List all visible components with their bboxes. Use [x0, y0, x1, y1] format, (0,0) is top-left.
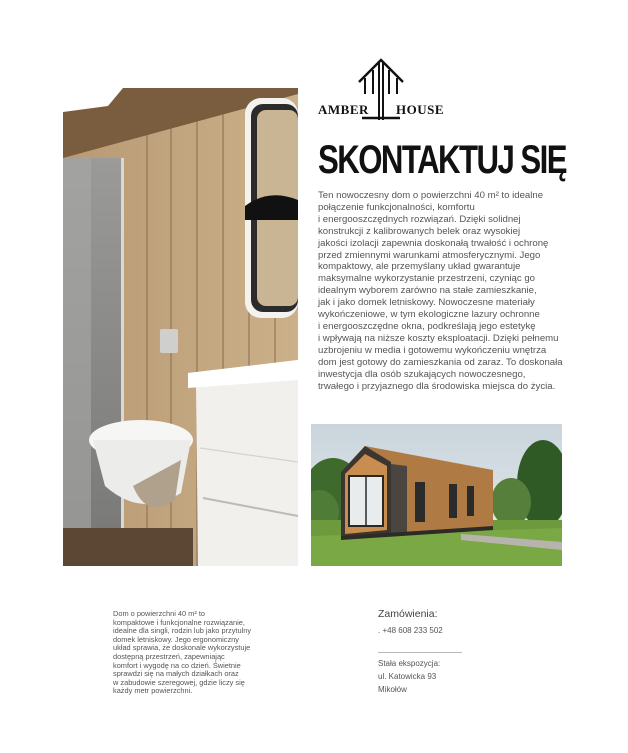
summary-line: układ sprawia, że doskonale wykorzystuje [113, 643, 251, 653]
body-line: uzbrojeniu w media i gotowemu wykończeniu wnętrza [318, 344, 547, 356]
phone-number[interactable]: . +48 608 233 502 [378, 626, 443, 635]
body-line: trwałego i przyjaznego dla środowiska miejsca do życia. [318, 380, 556, 392]
body-line: Ten nowoczesny dom o powierzchni 40 m² to idealne [318, 190, 544, 201]
summary-line: idealne dla singli, rodzin lub jako przytulny [113, 626, 252, 636]
summary-line: Dom o powierzchni 40 m² to [113, 609, 206, 618]
summary-text [113, 610, 283, 696]
exhibition-address [378, 657, 440, 696]
expo-city: Mikołów [378, 685, 407, 694]
summary-line: w zabudowie szeregowej, gdzie liczy się [113, 677, 245, 687]
summary-line: domek letniskowy. Jego ergonomiczny [113, 634, 239, 644]
body-line: idealnym wyborem zarówno na stałe zamieszkanie, [318, 285, 537, 297]
expo-street: ul. Katowicka 93 [378, 672, 437, 681]
body-line: przed zmiennymi warunkami atmosferycznymi. Jego [318, 249, 541, 261]
body-line: dom jest gotowy do zamieszkania od zaraz. To doskonała [318, 356, 563, 368]
logo-word-house: HOUSE [396, 102, 445, 117]
orders-heading: Zamówienia: [378, 608, 438, 620]
logo-word-amber: AMBER [318, 102, 369, 117]
body-line: maksymalne wykorzystanie przestrzeni, czyniąc go [318, 273, 536, 285]
body-line: konstrukcji z kalibrowanych belek oraz wysokiej [318, 225, 521, 237]
summary-line: komfort i wygodę na co dzień. Świetnie [113, 660, 241, 670]
expo-label: Stała ekspozycja: [378, 659, 441, 668]
description-paragraph [318, 190, 576, 392]
body-line: kompaktowy, ale przemyślany układ gwarantuje [318, 261, 521, 273]
body-line: jak i jako domek letniskowy. Nowoczesne materiały [318, 297, 535, 309]
body-line: połączenie funkcjonalności, komfortu [318, 201, 475, 213]
bathroom-image [63, 88, 298, 566]
summary-line: kompaktowe i funkcjonalne rozwiązanie, [113, 617, 245, 627]
summary-line: każdy metr powierzchni. [113, 686, 193, 696]
logo [318, 56, 448, 120]
contact-divider [378, 652, 462, 653]
body-line: jakości izolacji zapewnia doskonałą trwałość i ochronę [318, 237, 549, 249]
body-line: i energooszczędnych rozwiązań. Dzięki solidnej [318, 213, 521, 225]
body-line: i wpływają na niższe koszty eksploatacji. Dzięki pełnemu [318, 332, 559, 344]
summary-line: dostępną przestrzeń, zapewniając [113, 651, 225, 661]
page-title: SKONTAKTUJ SIĘ [318, 138, 567, 182]
summary-line: sprawdzi się na małych działkach oraz [113, 669, 239, 679]
body-line: i energooszczędne okna, podkreślają jego estetykę [318, 320, 536, 332]
body-line: wykończeniowe, w tym ekologiczne lazury ochronne [318, 309, 540, 321]
house-exterior-image [311, 424, 562, 566]
body-line: inwestycja dla osób szukających nowoczesnego, [318, 368, 526, 380]
